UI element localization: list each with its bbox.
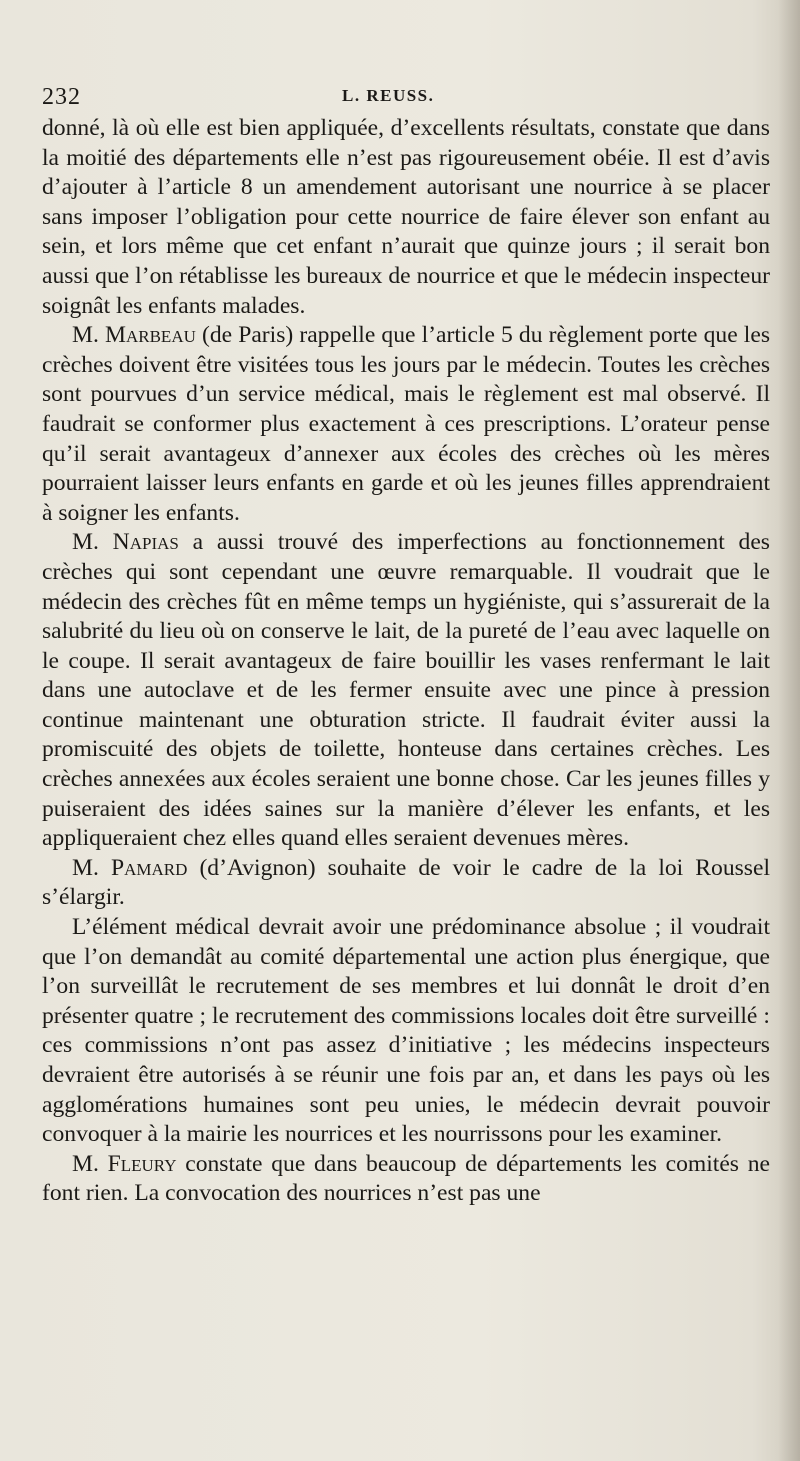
- paragraph-continuation: [42, 114, 770, 321]
- speaker-title: M.: [72, 529, 99, 556]
- body-text: [42, 114, 770, 1209]
- speaker-name: Marbeau: [105, 322, 196, 349]
- speaker-title: M.: [72, 854, 99, 881]
- paragraph-text: (de Paris) rappelle que l’article 5 du règlement porte que les crèches doivent être visitées tous les jours par le médecin. Toutes les crèches sont pourvues d’un service médical, mais le règlement est mal observé. Il faudrait se conformer plus exactement à ces prescriptions. L’orateur pense qu’il serait avantageux d’annexer aux écoles des crèches où les mères pourraient laisser leurs enfants en garde et où les jeunes filles apprendraient à soigner les enfants.: [42, 322, 770, 526]
- speaker-name: Fleury: [107, 1150, 177, 1177]
- paragraph-marbeau: [42, 321, 770, 528]
- running-title: L. REUSS.: [342, 86, 435, 105]
- speaker-title: M.: [72, 322, 99, 349]
- paragraph-fleury: [42, 1150, 770, 1209]
- paragraph-text: L’élément médical devrait avoir une prédominance absolue ; il voudrait que l’on demandât au comité départemental une action plus énergique, que l’on surveillât le recrutement de ses membres et lui donnât le droit d’en présenter quatre ; le recrutement des commissions locales doit être surveillé : ces commissions n’ont pas assez d’initiative ; les médecins inspecteurs devraient être autorisés à se réunir une fois par an, et dans les pays où les agglomérations humaines sont peu unies, le médecin devrait pouvoir convoquer à la mairie les nourrices et les nourrissons pour les examiner.: [42, 914, 770, 1148]
- paragraph-napias: [42, 528, 770, 854]
- speaker-name: Napias: [112, 529, 179, 556]
- paragraph-medical-element: [42, 913, 770, 1150]
- speaker-name: Pamard: [110, 854, 188, 881]
- paragraph-text: (d’Avignon) souhaite de voir le cadre de la loi Roussel s’élargir.: [42, 854, 771, 911]
- paragraph-text: a aussi trouvé des imperfections au fonctionnement des crèches qui sont cependant une œuvre remarquable. Il voudrait que le médecin des crèches fût en même temps un hygiéniste, qui s’assurerait de la salubrité du lieu où on conserve le lait, de la pureté de l’eau avec laquelle on le coupe. Il serait avantageux de faire bouillir les vases renfermant le lait dans une autoclave et de les fermer ensuite avec une pince à pression continue maintenant une obturation stricte. Il faudrait éviter aussi la promiscuité des objets de toilette, honteuse dans certaines crèches. Les crèches annexées aux écoles seraient une bonne chose. Car les jeunes filles y puiseraient des idées saines sur la manière d’élever les enfants, et les appliqueraient chez elles quand elles seraient devenues mères.: [42, 529, 770, 852]
- speaker-title: M.: [72, 1150, 99, 1177]
- paragraph-pamard: [42, 854, 770, 913]
- spine-shadow: [778, 0, 800, 1461]
- paragraph-text: donné, là où elle est bien appliquée, d’excellents résultats, constate que dans la moitié des départements elle n’est pas rigoureusement obéie. Il est d’avis d’ajouter à l’article 8 un amendement autorisant une nourrice à se placer sans imposer l’obligation pour cette nourrice de faire élever son enfant au sein, et lors même que cet enfant n’aurait que quinze jours ; il serait bon aussi que l’on rétablisse les bureaux de nourrice et que le médecin inspecteur soignât les enfants malades.: [42, 115, 770, 319]
- running-head: [42, 74, 770, 114]
- paragraph-text: constate que dans beaucoup de départements les comités ne font rien. La convocation des nourrices n’est pas une: [42, 1150, 770, 1207]
- page-number: 232: [42, 84, 81, 110]
